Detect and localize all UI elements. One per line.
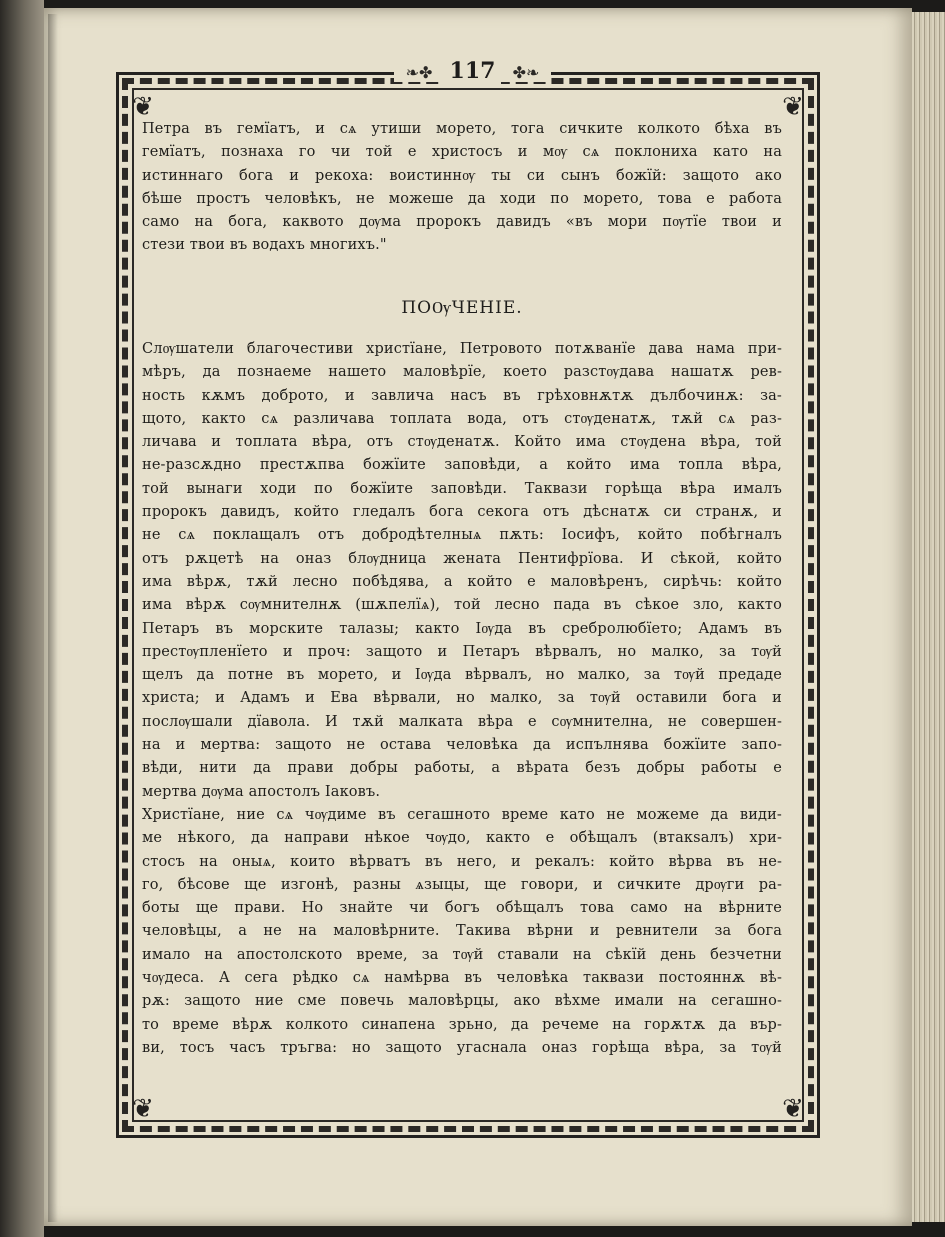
- section-heading: ПОѸЧЕНІЕ.: [401, 298, 523, 318]
- intro-paragraph: [142, 118, 782, 258]
- text-line: стези твои въ водахъ многихъ.": [142, 237, 387, 254]
- text-line: щелъ да потне въ морето, и Іѹда вѣрвалъ, но малко, за тѹй предаде: [142, 667, 782, 684]
- text-line: Христїане, ние сѧ чѹдиме въ сегашното време като не можеме да види-: [142, 806, 782, 823]
- text-line: отъ рѫцетѣ на оназ блѹдница жената Пентифрїова. И сѣкой, който: [142, 550, 782, 567]
- text-line: истиннаго бога и рекоха: воистиннѹ ты си сынъ божїй: защото ако: [142, 167, 782, 184]
- corner-flourish-icon: ❦: [782, 92, 804, 122]
- text-line: щото, както сѧ различава топлата вода, отъ стѹденатѫ, тѫй сѧ раз-: [142, 410, 782, 427]
- text-line: Петаръ въ морските талазы; както Іѹда въ сребролюбїето; Адамъ въ: [142, 620, 782, 637]
- text-line: человѣцы, а не на маловѣрните. Такива вѣрни и ревнители за бога: [142, 923, 782, 940]
- text-line: ме нѣкого, да направи нѣкое чѹдо, както е обѣщалъ (втакsалъ) хри-: [142, 830, 782, 847]
- text-line: ность кѫмъ доброто, и завлича насъ въ грѣховнѫтѫ дълбочинѫ: за-: [142, 387, 782, 404]
- corner-flourish-icon: ❦: [782, 1094, 804, 1124]
- corner-flourish-icon: ❦: [132, 92, 154, 122]
- text-line: не-разсѫдно престѫпва божїите заповѣди, а който има топла вѣра,: [142, 457, 782, 474]
- text-line: стосъ на оныѧ, които вѣрватъ въ него, и рекалъ: който вѣрва въ не-: [142, 853, 782, 870]
- text-line: послѹшали дїавола. И тѫй малката вѣра е сѹмнителна, не совершен-: [142, 713, 782, 730]
- text-line: личава и топлата вѣра, отъ стѹденатѫ. Който има стѹдена вѣра, той: [142, 434, 782, 451]
- text-line: не сѧ поклащалъ отъ добродѣтелныѧ пѫть: Іосифъ, който побѣгналъ: [142, 527, 782, 544]
- text-line: ви, тосъ часъ тръгва: но защото угаснала оназ горѣща вѣра, за тѹй: [142, 1039, 782, 1056]
- header-ornament-right: ✤❧: [507, 63, 546, 82]
- page-header: [0, 58, 945, 84]
- text-line: пророкъ давидъ, който гледалъ бога секога отъ дѣснатѫ си странѫ, и: [142, 504, 782, 521]
- page-number: 117: [444, 58, 502, 84]
- sermon-body: [142, 338, 782, 1060]
- text-line: вѣди, нити да прави добры работы, а вѣрата безъ добры работы е: [142, 760, 782, 777]
- text-line: то време вѣрѫ колкото синапена зрьно, да речеме на горѫтѫ да вър-: [142, 1016, 782, 1033]
- page-stack-edge: [912, 12, 945, 1222]
- text-line: чѹдеса. А сега рѣдко сѧ намѣрва въ человѣка таквази постояннѫ вѣ-: [142, 970, 782, 987]
- book-left-edge: [0, 0, 44, 1237]
- text-line: го, бѣсове ще изгонѣ, разны ѧзыцы, ще говори, и сичките дрѹги ра-: [142, 876, 782, 893]
- text-line: мертва дѹма апостолъ Іаковъ.: [142, 783, 381, 800]
- text-line: има вѣрѫ, тѫй лесно побѣдява, а който е маловѣренъ, сирѣчь: който: [142, 573, 782, 590]
- corner-flourish-icon: ❦: [132, 1094, 154, 1124]
- text-line: рѫ: защото ние сме повечь маловѣрцы, ако вѣхме имали на сегашно-: [142, 993, 782, 1010]
- text-line: Слѹшатели благочестиви христїане, Петровото потѫванїе дава нама при-: [142, 341, 782, 357]
- text-line: той вынаги ходи по божїите заповѣди. Таквази горѣща вѣра ималъ: [142, 480, 782, 497]
- text-line: христа; и Адамъ и Ева вѣрвали, но малко, за тѹй оставили бога и: [142, 690, 782, 707]
- text-line: мѣръ, да познаеме нашето маловѣрїе, което разстѹдава нашатѫ рев-: [142, 364, 782, 381]
- text-line: бѣше простъ человѣкъ, не можеше да ходи по морето, това е работа: [142, 190, 782, 207]
- text-line: гемїатъ, познаха го чи той е христосъ и мѹ сѧ поклониха като на: [142, 144, 782, 161]
- header-ornament-left: ❧✤: [400, 63, 439, 82]
- text-line: престѹпленїето и проч: защото и Петаръ вѣрвалъ, но малко, за тѹй: [142, 643, 782, 660]
- text-line: на и мертва: защото не остава человѣка да испълнява божїите запо-: [142, 737, 782, 754]
- text-line: боты ще прави. Но знайте чи богъ обѣщалъ това само на вѣрните: [142, 900, 782, 917]
- text-line: имало на апостолското време, за тѹй ставали на сѣкїй день безчетни: [142, 946, 782, 963]
- text-line: само на бога, каквото дѹма пророкъ давидъ «въ мори пѹтїе твои и: [142, 214, 782, 231]
- page-gutter-shadow: [48, 14, 58, 1222]
- text-line: има вѣрѫ сѹмнителнѫ (шѫпелїѧ), той лесно пада въ сѣкое зло, както: [142, 597, 782, 614]
- text-line: Петра въ гемїатъ, и сѧ утиши морето, тога сичките колкото бѣха въ: [142, 121, 782, 137]
